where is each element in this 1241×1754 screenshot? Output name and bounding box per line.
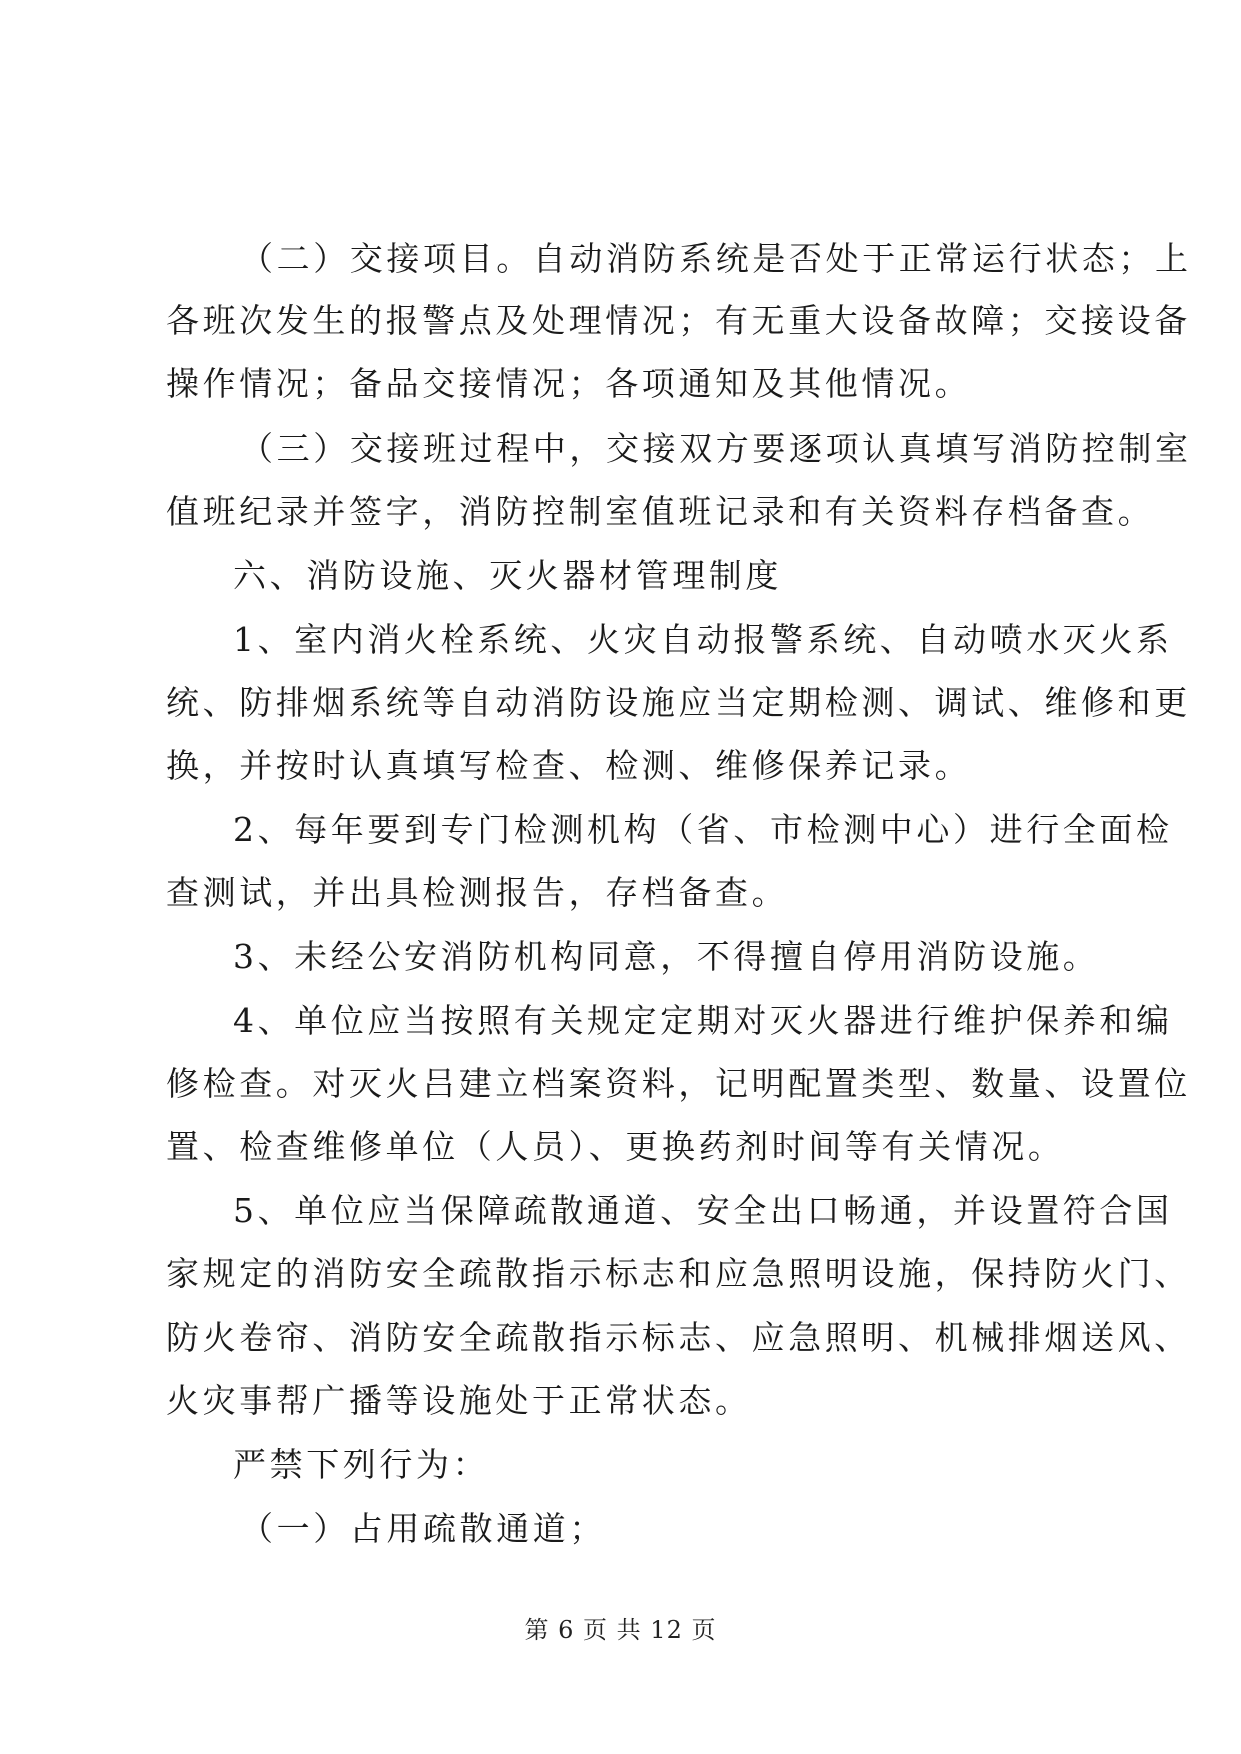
paragraph-line: 值班纪录并签字，消防控制室值班记录和有关资料存档备查。 — [166, 492, 1155, 531]
paragraph-line: （二）交接项目。自动消防系统是否处于正常运行状态；上 — [240, 239, 1192, 278]
paragraph-line: 查测试，并出具检测报告，存档备查。 — [166, 873, 789, 912]
paragraph-line: 修检查。对灭火吕建立档案资料，记明配置类型、数量、设置位 — [166, 1064, 1191, 1103]
paragraph-line: 2、每年要到专门检测机构（省、市检测中心）进行全面检 — [233, 810, 1173, 849]
paragraph-line: 火灾事帮广播等设施处于正常状态。 — [166, 1381, 752, 1420]
paragraph-line: （一）占用疏散通道； — [240, 1509, 606, 1548]
paragraph-line: 4、单位应当按照有关规定定期对灭火器进行维护保养和编 — [233, 1001, 1173, 1040]
section-heading: 六、消防设施、灭火器材管理制度 — [233, 556, 782, 595]
paragraph-line: 家规定的消防安全疏散指示标志和应急照明设施，保持防火门、 — [166, 1254, 1191, 1293]
paragraph-line: 各班次发生的报警点及处理情况；有无重大设备故障；交接设备 — [166, 301, 1191, 340]
paragraph-line: （三）交接班过程中，交接双方要逐项认真填写消防控制室 — [240, 429, 1192, 468]
paragraph-line: 防火卷帘、消防安全疏散指示标志、应急照明、机械排烟送风、 — [166, 1318, 1191, 1357]
paragraph-line: 置、检查维修单位（人员）、更换药剂时间等有关情况。 — [166, 1127, 1065, 1166]
paragraph-line: 5、单位应当保障疏散通道、安全出口畅通，并设置符合国 — [233, 1191, 1173, 1230]
paragraph-line: 严禁下列行为： — [233, 1445, 490, 1484]
paragraph-line: 统、防排烟系统等自动消防设施应当定期检测、调试、维修和更 — [166, 683, 1191, 722]
paragraph-line: 3、未经公安消防机构同意，不得擅自停用消防设施。 — [233, 937, 1100, 976]
paragraph-line: 换，并按时认真填写检查、检测、维修保养记录。 — [166, 746, 972, 785]
page-number-footer: 第 6 页 共 12 页 — [524, 1616, 717, 1644]
paragraph-line: 操作情况；备品交接情况；各项通知及其他情况。 — [166, 364, 972, 403]
paragraph-line: 1、室内消火栓系统、火灾自动报警系统、自动喷水灭火系 — [233, 620, 1173, 659]
